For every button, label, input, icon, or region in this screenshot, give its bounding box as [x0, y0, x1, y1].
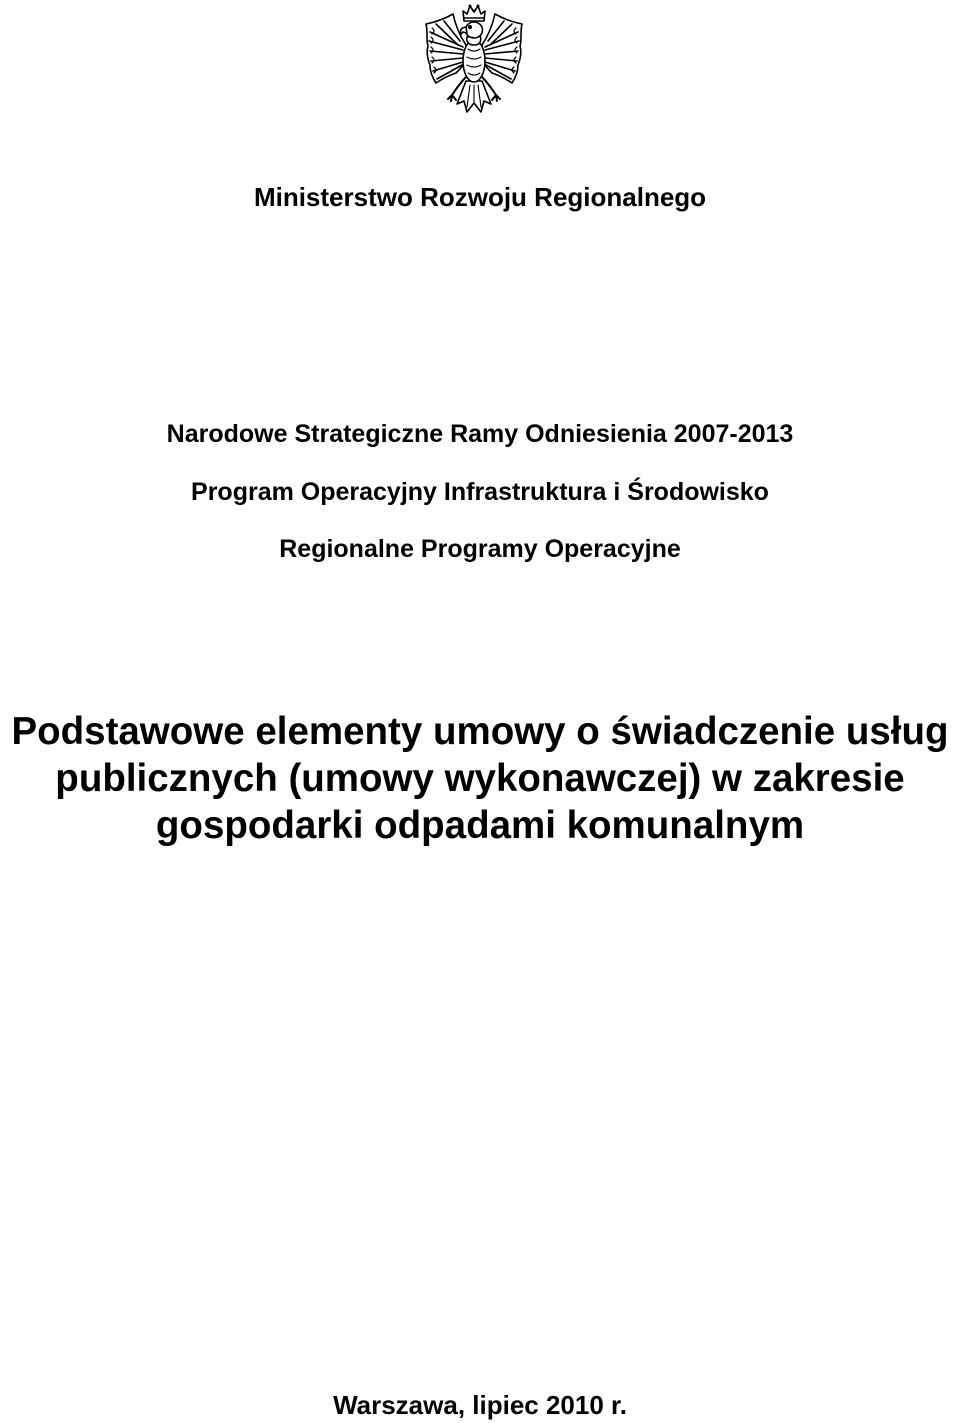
program-line-nsro: Narodowe Strategiczne Ramy Odniesienia 2007-2013: [166, 420, 794, 448]
document-title-line: Podstawowe elementy umowy o świadczenie usług: [11, 710, 949, 753]
ministry-name: Ministerstwo Rozwoju Regionalnego: [253, 182, 707, 212]
program-line-rpo: Regionalne Programy Operacyjne: [279, 535, 681, 563]
place-and-date: Warszawa, lipiec 2010 r.: [333, 1390, 627, 1420]
document-title-line: publicznych (umowy wykonawczej) w zakresie: [55, 757, 905, 800]
eagle-left-wing: [426, 14, 466, 83]
eagle-crown: [463, 5, 485, 22]
eagle-right-wing: [482, 14, 522, 83]
program-line-pois: Program Operacyjny Infrastruktura i Środowisko: [191, 478, 769, 506]
polish-eagle-emblem-icon: [422, 3, 526, 119]
eagle-body: [463, 40, 485, 82]
document-title: [0, 708, 960, 849]
document-title-line: gospodarki odpadami komunalnym: [155, 804, 805, 847]
eagle-tail: [457, 81, 491, 112]
